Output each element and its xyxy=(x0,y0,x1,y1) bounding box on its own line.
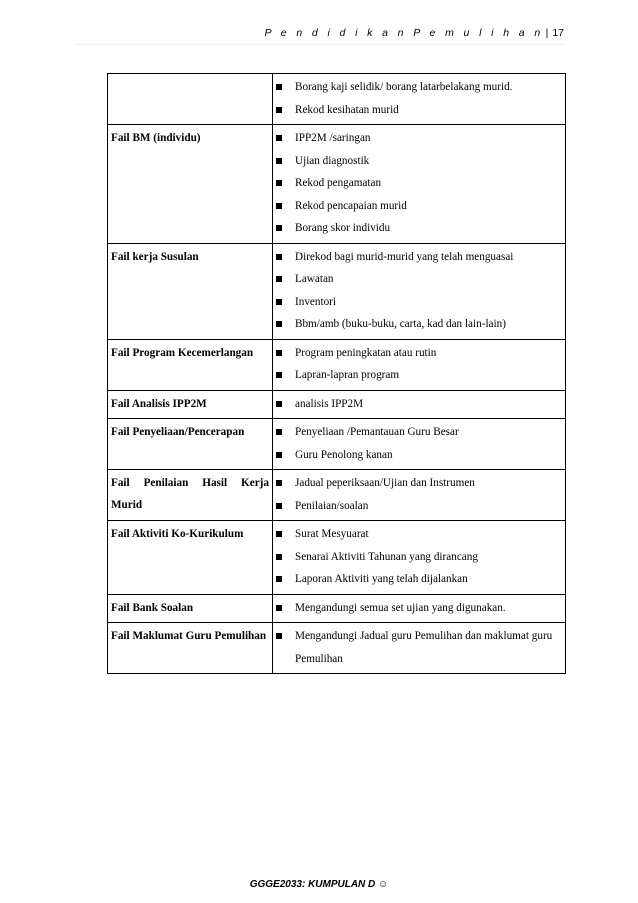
bullet-square-icon xyxy=(276,372,282,378)
bullet-square-icon xyxy=(276,401,282,407)
table-row xyxy=(108,243,566,339)
bullet-square-icon xyxy=(276,531,282,537)
bullet-square-icon xyxy=(276,203,282,209)
row-items xyxy=(273,521,566,595)
list-item: Surat Mesyuarat xyxy=(276,523,562,546)
bullet-square-icon xyxy=(276,84,282,90)
row-label: Fail Bank Soalan xyxy=(108,594,273,623)
list-item: Direkod bagi murid-murid yang telah menguasai xyxy=(276,246,562,269)
table-row xyxy=(108,623,566,674)
list-item: Rekod pengamatan xyxy=(276,172,562,195)
table-row xyxy=(108,521,566,595)
bullet-square-icon xyxy=(276,554,282,560)
list-item: Borang skor individu xyxy=(276,217,562,240)
list-item: Rekod kesihatan murid xyxy=(276,99,562,122)
table-row xyxy=(108,419,566,470)
bullet-square-icon xyxy=(276,503,282,509)
bullet-square-icon xyxy=(276,452,282,458)
table-row xyxy=(108,470,566,521)
row-label: Fail Maklumat Guru Pemulihan xyxy=(108,623,273,674)
bullet-square-icon xyxy=(276,135,282,141)
list-item: Penilaian/soalan xyxy=(276,495,562,518)
row-items xyxy=(273,390,566,419)
row-label: Fail Program Kecemerlangan xyxy=(108,339,273,390)
page-header xyxy=(264,27,564,39)
row-label: Fail Analisis IPP2M xyxy=(108,390,273,419)
row-items xyxy=(273,243,566,339)
row-items xyxy=(273,470,566,521)
row-label: Fail Aktiviti Ko-Kurikulum xyxy=(108,521,273,595)
list-item: Borang kaji selidik/ borang latarbelakang murid. xyxy=(276,76,562,99)
bullet-square-icon xyxy=(276,576,282,582)
list-item: Ujian diagnostik xyxy=(276,150,562,173)
row-label: Fail Penilaian Hasil Kerja Murid xyxy=(108,470,273,521)
row-label: Fail kerja Susulan xyxy=(108,243,273,339)
row-items xyxy=(273,419,566,470)
list-item: Mengandungi Jadual guru Pemulihan dan maklumat guru Pemulihan xyxy=(276,625,562,670)
bullet-square-icon xyxy=(276,276,282,282)
list-item: Inventori xyxy=(276,291,562,314)
table-row xyxy=(108,339,566,390)
list-item: Mengandungi semua set ujian yang digunakan. xyxy=(276,597,562,620)
header-rule xyxy=(76,44,564,45)
bullet-square-icon xyxy=(276,299,282,305)
list-item: Senarai Aktiviti Tahunan yang dirancang xyxy=(276,546,562,569)
bullet-square-icon xyxy=(276,225,282,231)
table-row xyxy=(108,74,566,125)
header-separator: | xyxy=(545,27,549,39)
bullet-square-icon xyxy=(276,605,282,611)
list-item: IPP2M /saringan xyxy=(276,127,562,150)
bullet-square-icon xyxy=(276,480,282,486)
list-item: Guru Penolong kanan xyxy=(276,444,562,467)
row-items xyxy=(273,125,566,244)
table-row xyxy=(108,594,566,623)
row-label xyxy=(108,74,273,125)
bullet-square-icon xyxy=(276,158,282,164)
row-label: Fail Penyeliaan/Pencerapan xyxy=(108,419,273,470)
header-title: P e n d i d i k a n P e m u l i h a n xyxy=(264,27,544,39)
list-item: Bbm/amb (buku-buku, carta, kad dan lain-lain) xyxy=(276,313,562,336)
bullet-square-icon xyxy=(276,350,282,356)
list-item: Lapran-lapran program xyxy=(276,364,562,387)
bullet-square-icon xyxy=(276,180,282,186)
bullet-square-icon xyxy=(276,107,282,113)
row-label: Fail BM (individu) xyxy=(108,125,273,244)
table-row xyxy=(108,390,566,419)
table-row xyxy=(108,125,566,244)
list-item: analisis IPP2M xyxy=(276,393,562,416)
list-item: Penyeliaan /Pemantauan Guru Besar xyxy=(276,421,562,444)
bullet-square-icon xyxy=(276,254,282,260)
bullet-square-icon xyxy=(276,633,282,639)
row-items xyxy=(273,623,566,674)
list-item: Rekod pencapaian murid xyxy=(276,195,562,218)
page-number: 17 xyxy=(552,27,564,39)
bullet-square-icon xyxy=(276,429,282,435)
list-item: Laporan Aktiviti yang telah dijalankan xyxy=(276,568,562,591)
bullet-square-icon xyxy=(276,321,282,327)
files-table xyxy=(107,73,566,674)
list-item: Jadual peperiksaan/Ujian dan Instrumen xyxy=(276,472,562,495)
list-item: Program peningkatan atau rutin xyxy=(276,342,562,365)
row-items xyxy=(273,339,566,390)
row-items xyxy=(273,594,566,623)
row-items xyxy=(273,74,566,125)
list-item: Lawatan xyxy=(276,268,562,291)
page-footer: GGGE2033: KUMPULAN D ☺ xyxy=(249,879,389,890)
